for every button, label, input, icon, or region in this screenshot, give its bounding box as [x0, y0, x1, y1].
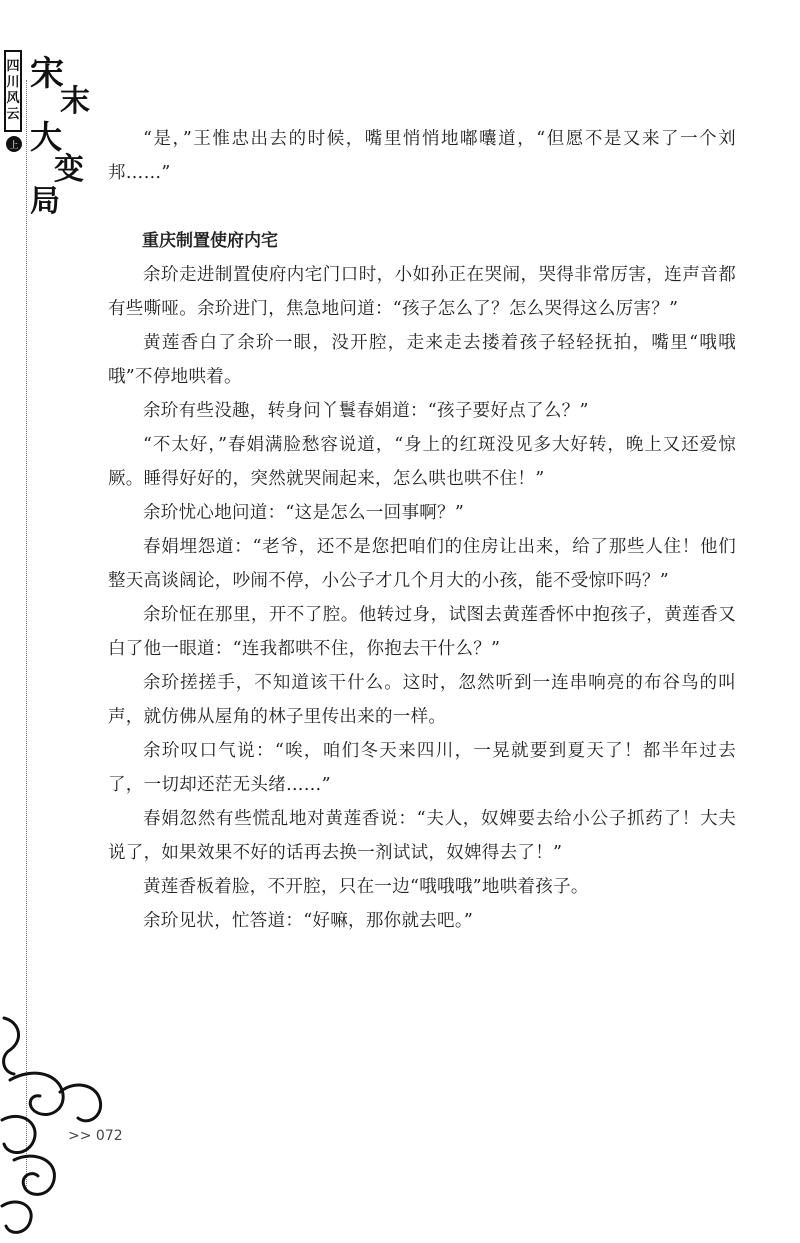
paragraph: 春娟埋怨道：“老爷，还不是您把咱们的住房让出来，给了那些人住！他们整天高谈阔论，吵闹不停，小公子才几个月大的小孩，能不受惊吓吗？”: [108, 537, 736, 591]
page-number: >> 072: [68, 1128, 123, 1144]
series-char: 风: [6, 91, 20, 106]
paragraph: “是，”王惟忠出去的时候，嘴里悄悄地嘟囔道，“但愿不是又来了一个刘邦……”: [108, 129, 736, 183]
series-label-box: [4, 50, 22, 132]
book-title-char: 大: [30, 118, 63, 156]
paragraph: 春娟忽然有些慌乱地对黄莲香说：“夫人，奴婢要去给小公子抓药了！大夫说了，如果效果不好的话再去换一剂试试，奴婢得去了！”: [108, 809, 736, 863]
book-title-char-5: 局: [30, 184, 60, 219]
paragraph: 余玠怔在那里，开不了腔。他转过身，试图去黄莲香怀中抱孩子，黄莲香又白了他一眼道：“连我都哄不住，你抱去干什么？”: [108, 605, 736, 659]
volume-mark: 上: [6, 136, 22, 152]
section-heading: 重庆制置使府内宅: [142, 231, 278, 251]
page-body: [108, 122, 736, 938]
book-title-char: 宋: [30, 54, 64, 94]
paragraph: 余玠有些没趣，转身问丫鬟春娟道：“孩子要好点了么？”: [143, 401, 589, 421]
paragraph: 余玠搓搓手，不知道该干什么。这时，忽然听到一连串响亮的布谷鸟的叫声，就仿佛从屋角的林子里传出来的一样。: [108, 673, 736, 727]
series-char: 川: [6, 75, 20, 90]
series-char: 云: [6, 107, 20, 122]
book-title-char: 末: [60, 84, 90, 119]
paragraph: 余玠叹口气说：“唉，咱们冬天来四川，一晃就要到夏天了！都半年过去了，一切却还茫无头绪……”: [108, 741, 736, 795]
paragraph: “不太好，”春娟满脸愁容说道，“身上的红斑没见多大好转，晚上又还爱惊厥。睡得好好的，突然就哭闹起来，怎么哄也哄不住！”: [108, 435, 736, 489]
paragraph: 余玠见状，忙答道：“好嘛，那你就去吧。”: [143, 911, 474, 931]
paragraph: 余玠走进制置使府内宅门口时，小如孙正在哭闹，哭得非常厉害，连声音都有些嘶哑。余玠进门，焦急地问道：“孩子怎么了？怎么哭得这么厉害？”: [108, 265, 736, 319]
book-title-char: 变: [54, 152, 84, 187]
paragraph: 黄莲香白了余玠一眼，没开腔，走来走去搂着孩子轻轻抚拍，嘴里“哦哦哦”不停地哄着。: [108, 333, 736, 387]
cloud-ornament-icon: [0, 1010, 110, 1243]
series-char: 四: [6, 59, 20, 74]
paragraph: 余玠忧心地问道：“这是怎么一回事啊？”: [143, 503, 465, 523]
paragraph: 黄莲香板着脸，不开腔，只在一边“哦哦哦”地哄着孩子。: [143, 877, 589, 897]
book-title: [30, 46, 90, 186]
